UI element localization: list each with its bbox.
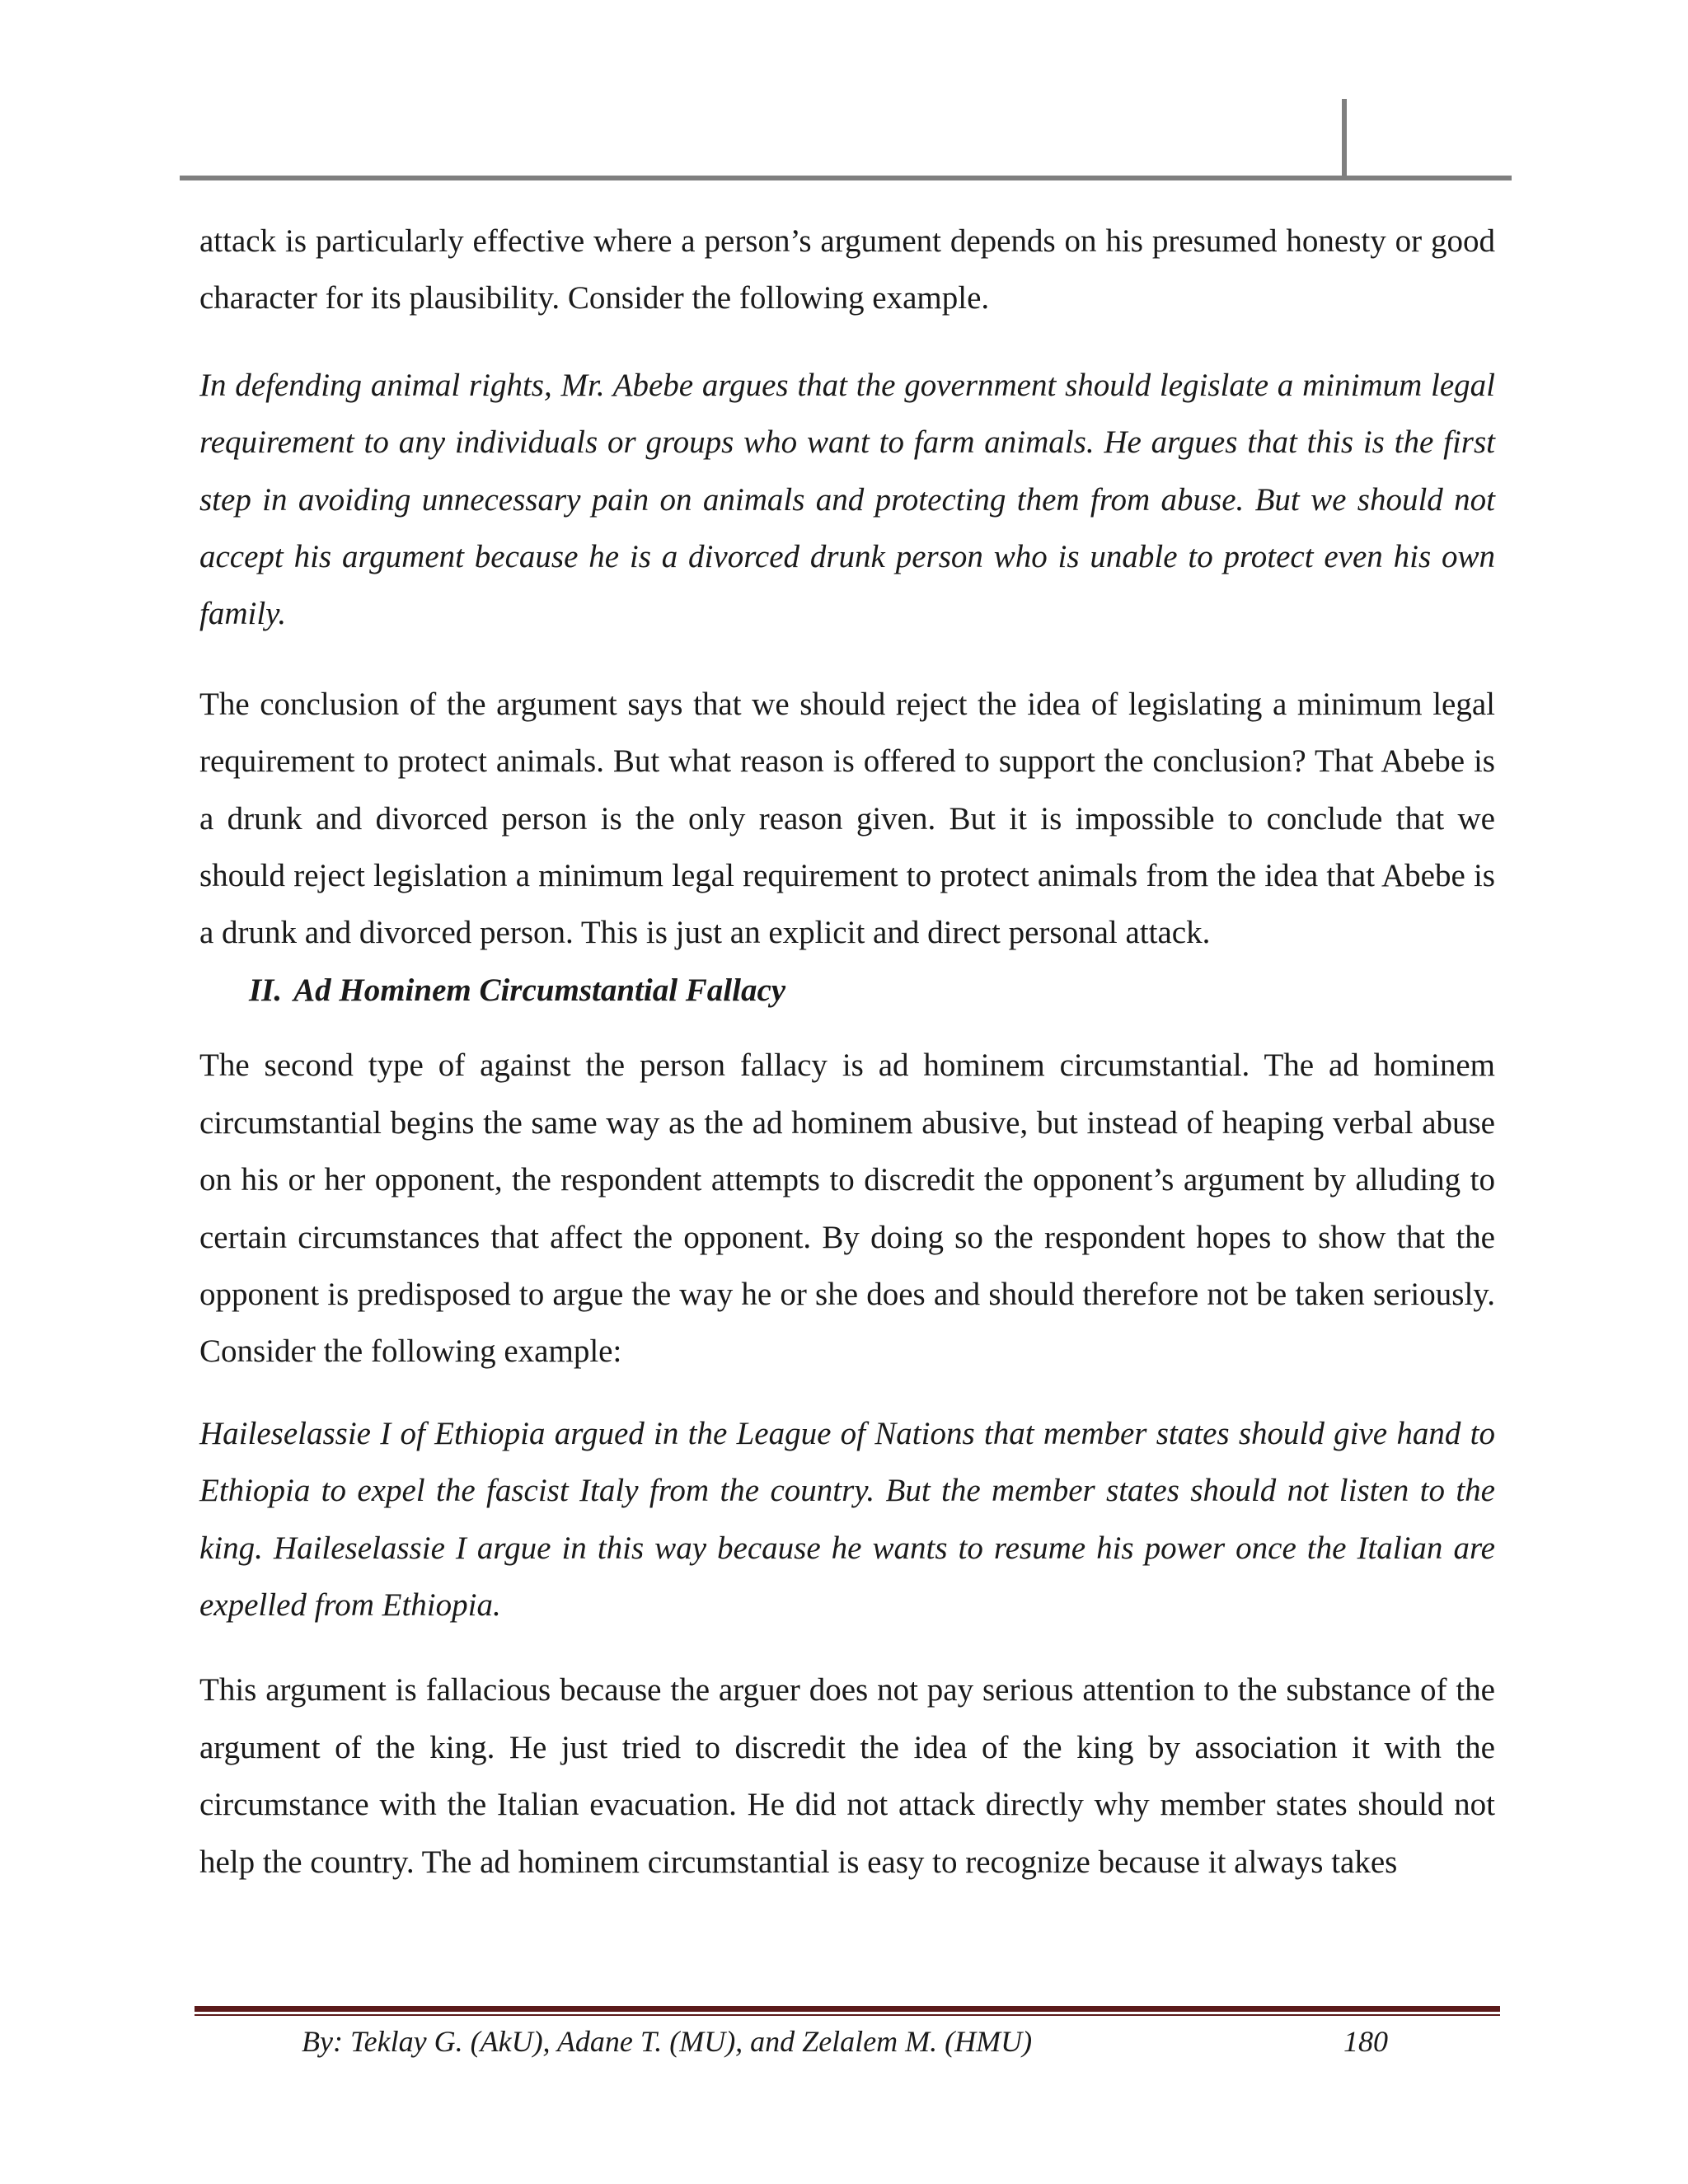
paragraph-conclusion: The conclusion of the argument says that we should reject the idea of legislating a minimum legal requirement to protect animals. But what reason is offered to support the conclusion? That Abebe is a drunk and divorced person is the only reason given. But it is impossible to conclude that we should reject legislation a minimum legal requirement to protect animals from the idea that Abebe is a drunk and divorced person. This is just an explicit and direct personal attack. xyxy=(199,686,1495,951)
page-body xyxy=(199,213,1495,1891)
section-heading xyxy=(199,962,1495,1019)
paragraph-circumstantial: The second type of against the person fallacy is ad hominem circumstantial. The ad hominem circumstantial begins the same way as the ad hominem abusive, but instead of heaping verbal abuse on his or her opponent, the respondent attempts to discredit the opponent’s argument by alluding to certain circumstances that affect the opponent. By doing so the respondent hopes to show that the opponent is predisposed to argue the way he or she does and should therefore not be taken seriously. Consider the following example: xyxy=(199,1047,1495,1370)
example-abusive: In defending animal rights, Mr. Abebe argues that the government should legislate a minimum legal requirement to any individuals or groups who want to farm animals. He argues that this is the first step in avoiding unnecessary pain on animals and protecting them from abuse. But we should not accept his argument because he is a divorced drunk person who is unable to protect even his own family. xyxy=(199,367,1495,632)
footer-rule xyxy=(195,2006,1500,2012)
paragraph-intro: attack is particularly effective where a person’s argument depends on his presumed honesty or good character for its plausibility. Consider the following example. xyxy=(199,223,1495,316)
footer-authors: By: Teklay G. (AkU), Adane T. (MU), and Zelalem M. (HMU) xyxy=(302,2025,1033,2058)
section-heading-title: Ad Hominem Circumstantial Fallacy xyxy=(293,972,786,1008)
section-heading-number: II. xyxy=(249,972,283,1008)
footer-rule-thin xyxy=(195,2014,1500,2016)
paragraph-analysis: This argument is fallacious because the arguer does not pay serious attention to the substance of the argument of the king. He just tried to discredit the idea of the king by association it with the circumstance with the Italian evacuation. He did not attack directly why member states should not help the country. The ad hominem circumstantial is easy to recognize because it always takes xyxy=(199,1672,1495,1880)
page-number: 180 xyxy=(1343,2025,1388,2058)
header-rule xyxy=(180,176,1512,180)
example-circumstantial: Haileselassie I of Ethiopia argued in the League of Nations that member states should give hand to Ethiopia to expel the fascist Italy from the country. But the member states should not listen to the king. Haileselassie I argue in this way because he wants to resume his power once the Italian are expelled from Ethiopia. xyxy=(199,1415,1495,1623)
header-tick xyxy=(1342,99,1347,178)
